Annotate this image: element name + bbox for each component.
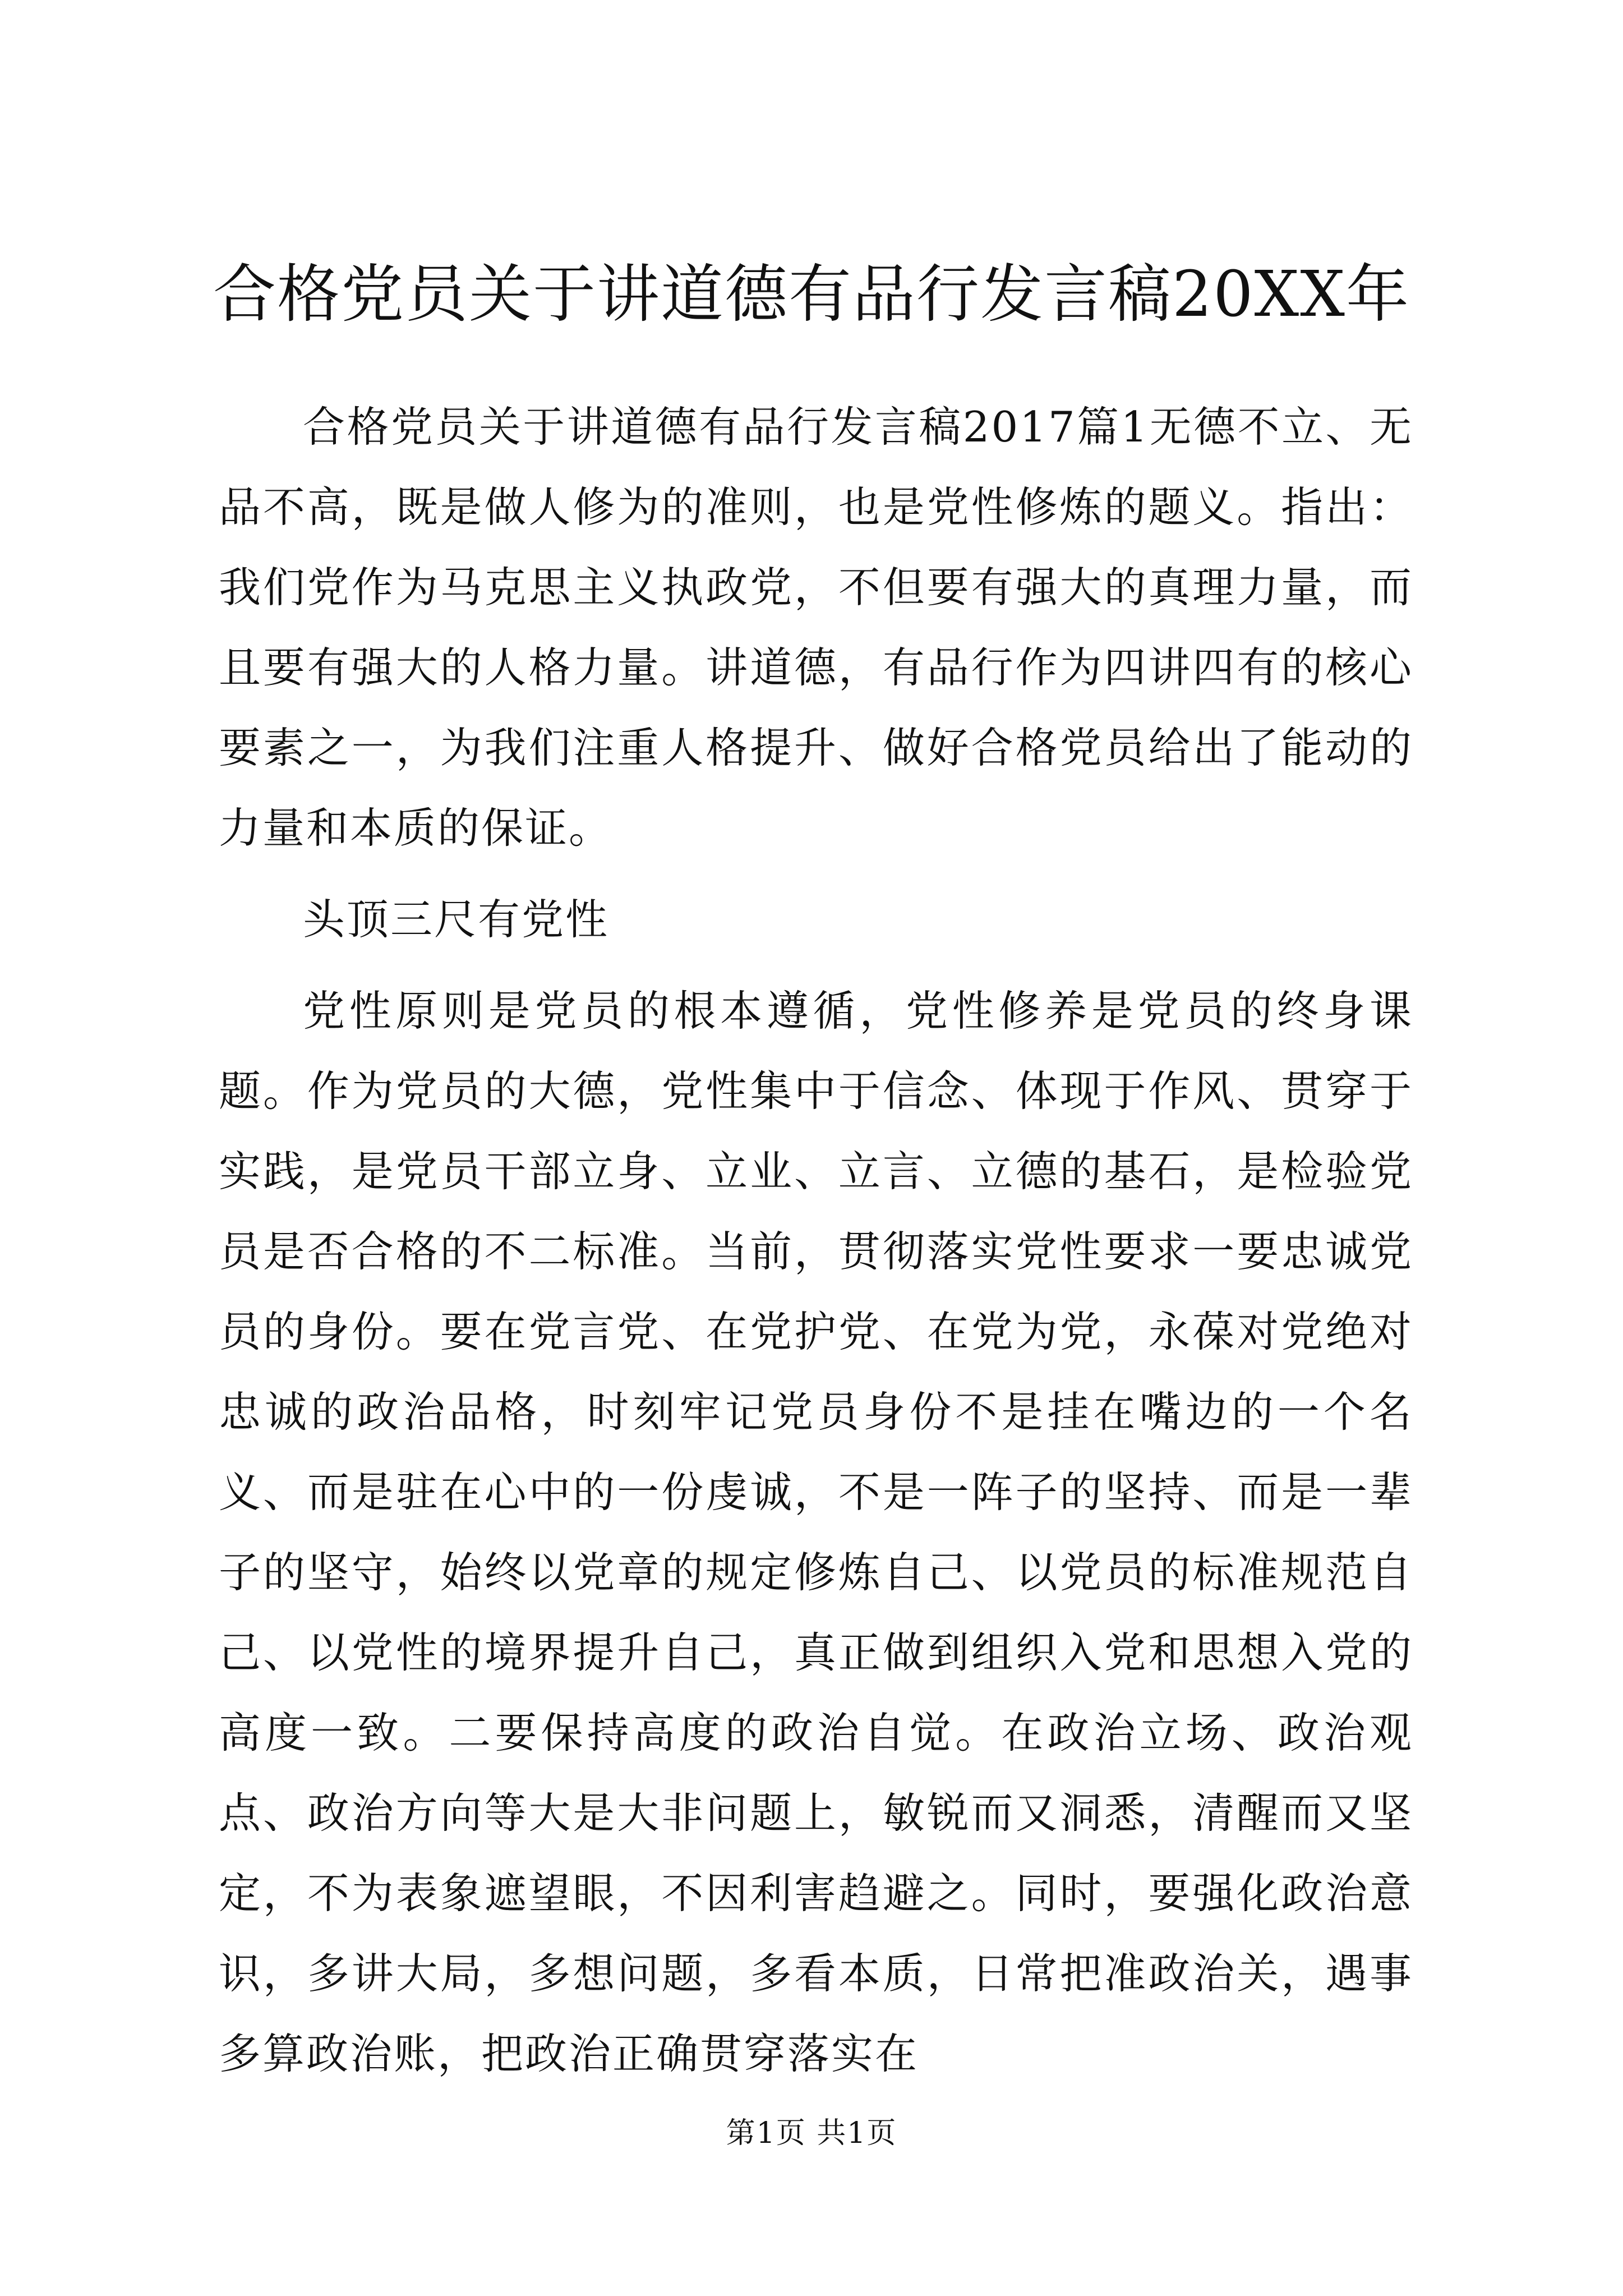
document-body — [219, 387, 1413, 2094]
document-title: 合格党员关于讲道德有品行发言稿20XX年 — [213, 258, 1410, 331]
body-paragraph-intro: 合格党员关于讲道德有品行发言稿2017篇1无德不立、无品不高，既是做人修为的准则，也是党性修炼的题义。指出：我们党作为马克思主义执政党，不但要有强大的真理力量，而且要有强大的人格力量。讲道德，有品行作为四讲四有的核心要素之一，为我们注重人格提升、做好合格党员给出了能动的力量和本质的保证。 — [219, 402, 1413, 853]
page-number-footer: 第1页 共1页 — [726, 2116, 897, 2150]
body-paragraph-party-spirit: 党性原则是党员的根本遵循，党性修养是党员的终身课题。作为党员的大德，党性集中于信念、体现于作风、贯穿于实践，是党员干部立身、立业、立言、立德的基石，是检验党员是否合格的不二标准。当前，贯彻落实党性要求一要忠诚党员的身份。要在党言党、在党护党、在党为党，永葆对党绝对忠诚的政治品格，时刻牢记党员身份不是挂在嘴边的一个名义、而是驻在心中的一份虔诚，不是一阵子的坚持、而是一辈子的坚守，始终以党章的规定修炼自己、以党员的标准规范自己、以党性的境界提升自己，真正做到组织入党和思想入党的高度一致。二要保持高度的政治自觉。在政治立场、政治观点、政治方向等大是大非问题上，敏锐而又洞悉，清醒而又坚定，不为表象遮望眼，不因利害趋避之。同时，要强化政治意识，多讲大局，多想问题，多看本质，日常把准政治关，遇事多算政治账，把政治正确贯穿落实在 — [219, 986, 1413, 2078]
section-heading: 头顶三尺有党性 — [303, 895, 610, 944]
